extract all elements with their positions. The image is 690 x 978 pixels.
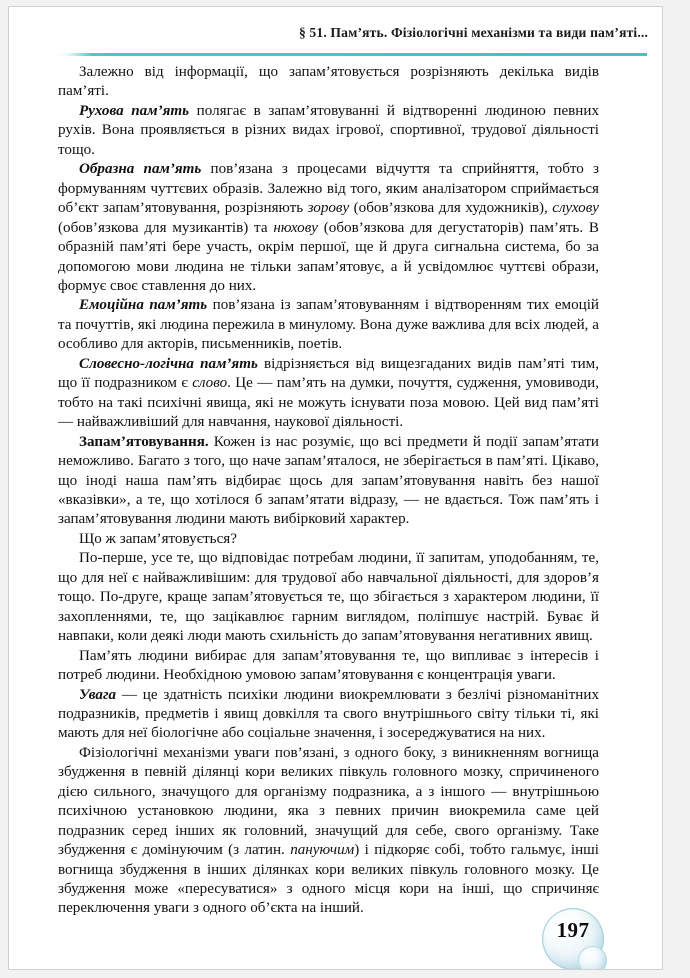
body-text: пов’язана з процесами відчуття та сприйняття, тобто з формуванням чуттєвих образів. Залежно від того, яким аналізатором сприймається об’єкт запам’ятовування, розрізняють (58, 161, 600, 217)
body-text: полягає в запам’ятовуванні й відтворенні людиною певних рухів. Вона проявляється в різних видах ігрової, спортивної, трудової діяльності тощо. (58, 102, 599, 158)
paragraph (58, 160, 599, 296)
header-rule-divider (57, 53, 647, 56)
section-lead-in: Запам’ятовування. (79, 433, 209, 450)
body-text: (обов’язкова для художників), (349, 200, 553, 217)
paragraph (58, 744, 599, 919)
bubble-small-icon (578, 946, 607, 970)
body-text: Фізіологічні механізми уваги пов’язані, з одного боку, з виникненням вогнища збудження в певній ділянці кори великих півкуль головного мозку, спричиненого дією сильного, значущого для організму подразника, а з іншого — внутрішньою психічною установкою людини, яка з певних причин виокремила саме цей подразник серед інших як головний, значущий для себе, свого організму. Таке збудження є домінуючим (з латин. (58, 744, 599, 859)
paragraph (58, 686, 599, 744)
body-text: пов’язана із запам’ятовуванням і відтворенням тих емоцій та почуттів, які людина пережила в минулому. Вона дуже важлива для всіх людей, а особливо для акторів, письменників, поетів. (58, 297, 600, 353)
body-text: — це здатність психіки людини виокремлювати з безлічі різноманітних подразників, предметів і явищ довкілля та свого внутрішнього світу тільки ті, які мають для неї біологічне або соціальне значення, і зосереджуватися на них. (58, 686, 599, 742)
paragraph (58, 433, 599, 530)
body-text: По-перше, усе те, що відповідає потребам людини, її запитам, уподобанням, те, що для неї є найважливішим: для трудової або навчальної діяльності, для здоров’я тощо. По-друге, краще запам’ятовується те, що збігається з характером людини, її захопленнями, те, що зацікавлює гарним виглядом, поліпшує настрій. Буває й навпаки, коли деякі люди мають схильність до запам’ятовування негативних явищ. (58, 550, 599, 645)
key-term: Рухова пам’ять (79, 102, 190, 119)
body-text: Кожен із нас розуміє, що всі предмети й події запам’ятати неможливо. Багато з того, що наче запам’яталося, не зберігається в пам’яті. Цікаво, що іноді наша пам’ять відбирає щось для запам’ятовування навіть без нашої «вказівки», а те, що хотілося б запам’ятати відразу, — не вдається. Тож пам’ять і запам’ятовування людини мають вибірковий характер. (58, 433, 599, 528)
running-head: § 51. Пам’ять. Фізіологічні механізми та види пам’яті... (298, 25, 648, 40)
body-text: ) і підкоряє собі, тобто гальмує, інші вогнища збудження в інших ділянках кори великих півкуль головного мозку. Це збудження може «пересуватися» з одного місця кори на інші, що спричиняє переключення уваги з одного об’єкта на інший. (58, 842, 599, 917)
paragraph (58, 63, 599, 102)
key-term: Образна пам’ять (79, 161, 202, 178)
body-text: відрізняється від вищезгаданих видів пам’яті тим, що її подразником є (58, 355, 599, 392)
body-text: Пам’ять людини вибирає для запам’ятовування те, що випливає з інтересів і потреб людини. Необхідною умовою запам’ятовування є концентрація уваги. (58, 647, 599, 684)
body-text: (обов’язкова для дегустаторів) пам’ять. В образній пам’яті бере участь, окрім першої, ще й друга сигнальна система, бо за допомогою мови людина не тільки запам’ятовує, а й усвідомлює чуттєві образи, формує своє ставлення до них. (58, 219, 599, 294)
paragraph (58, 549, 599, 646)
key-term: Емоційна пам’ять (79, 297, 208, 314)
key-term: Увага (79, 686, 117, 703)
body-text: Що ж запам’ятовується? (79, 530, 237, 547)
textbook-page (8, 6, 663, 970)
emphasis-text: слово (192, 375, 228, 392)
paragraph (58, 296, 599, 354)
paragraph (58, 530, 599, 549)
paragraph (58, 355, 599, 433)
body-text: Залежно від інформації, що запам’ятовується розрізняють декілька видів пам’яті. (58, 64, 599, 100)
body-text: (обов’язкова для музикантів) та (58, 219, 274, 236)
body-text: . Це — пам’ять на думки, почуття, судження, умовиводи, тобто на такі психічні явища, які не можуть існувати поза мовою. Цей вид пам’яті — найважливіший для навчання, наукової діяльності. (58, 375, 599, 431)
emphasis-text: слухову (552, 200, 599, 217)
key-term: Словесно-логічна пам’ять (79, 355, 258, 372)
paragraph (58, 647, 599, 686)
page-number: 197 (556, 918, 590, 942)
page-body-text (58, 63, 599, 919)
page-number-bubble (538, 906, 610, 970)
paragraph (58, 102, 599, 160)
emphasis-text: нюхову (273, 219, 318, 236)
emphasis-text: пануючим (290, 842, 355, 859)
emphasis-text: зорову (307, 200, 350, 217)
